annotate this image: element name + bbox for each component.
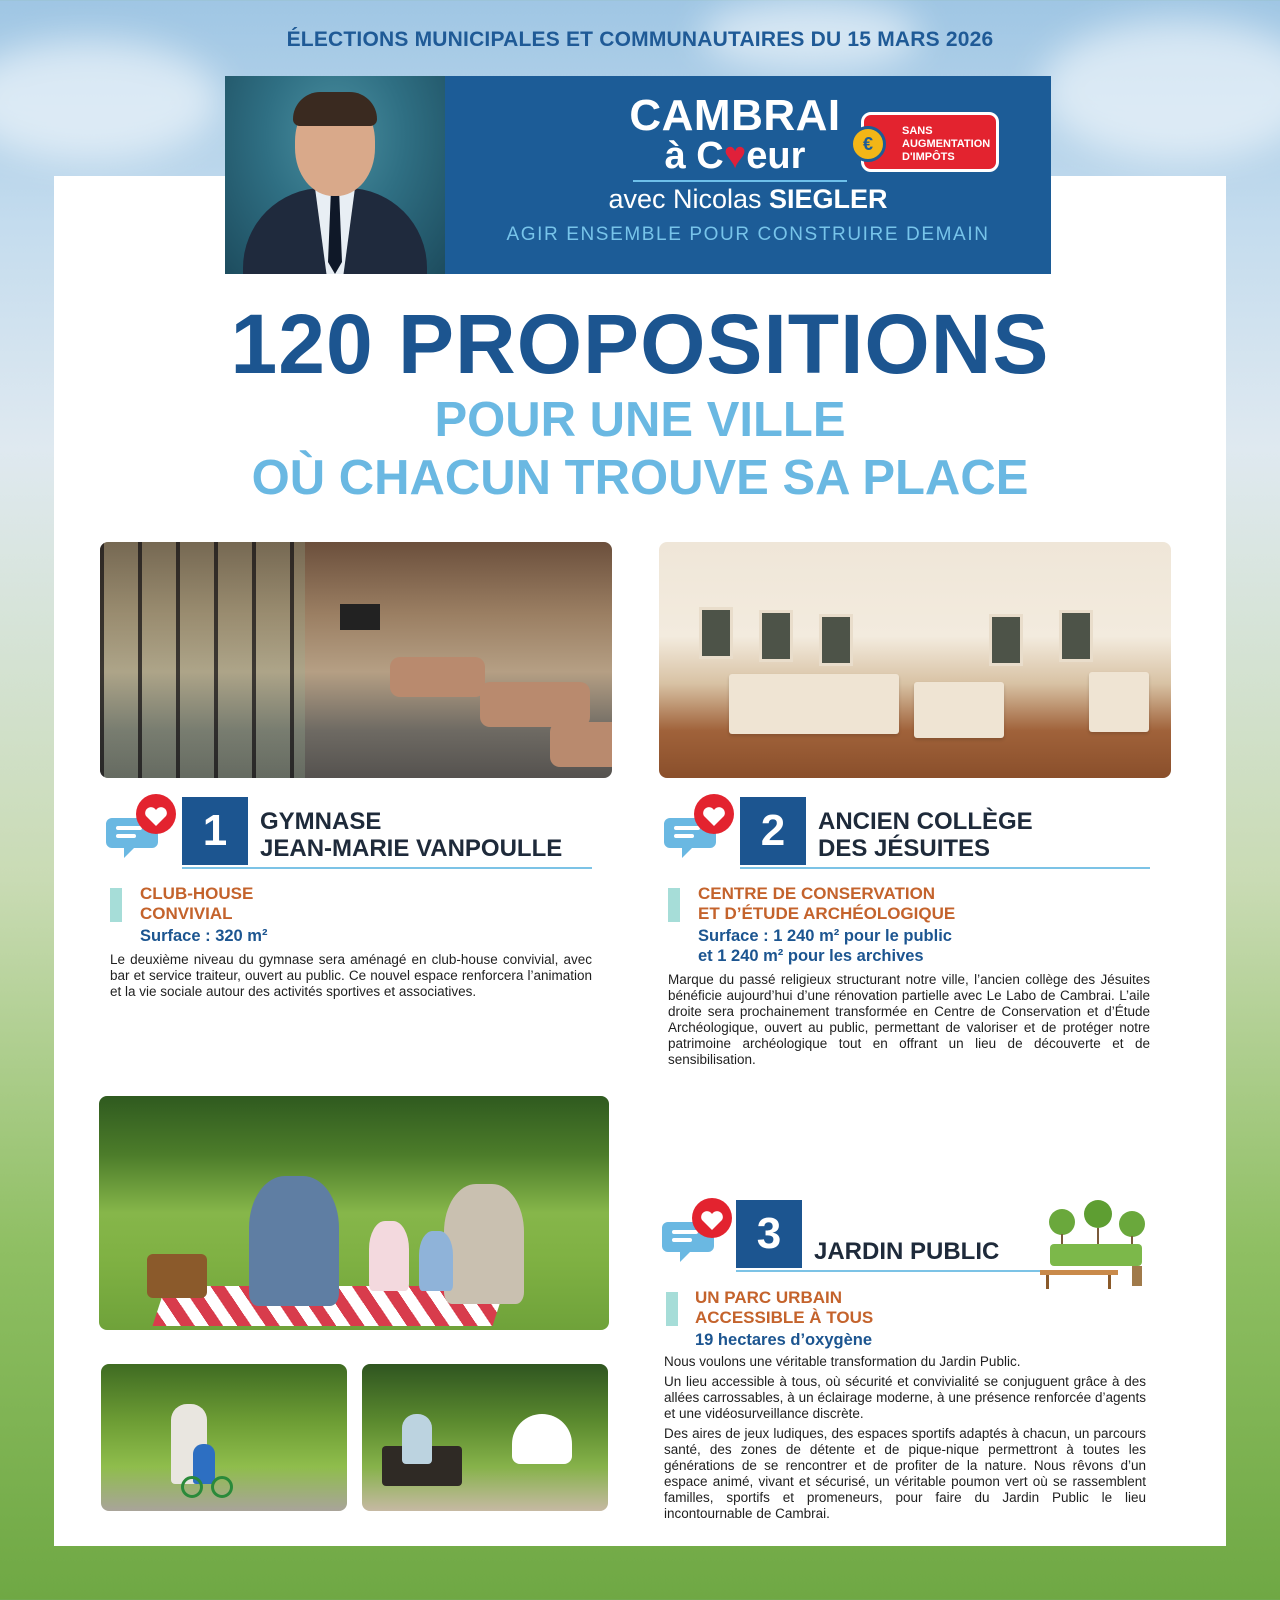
- photo-display-case: [729, 674, 899, 734]
- logo-a-c-text: à C: [664, 135, 724, 177]
- proposition-3-title: JARDIN PUBLIC: [814, 1238, 1000, 1265]
- proposition-3-surface: 19 hectares d’oxygène: [695, 1331, 873, 1349]
- photo-window: [989, 614, 1023, 666]
- photo-window: [819, 614, 853, 666]
- proposition-3-text: [664, 1354, 1146, 1526]
- tax-badge-line2: AUGMENTATION: [902, 138, 991, 150]
- subheadline-line2: OÙ CHACUN TROUVE SA PLACE: [251, 451, 1029, 505]
- chat-heart-icon: [662, 1196, 738, 1268]
- photo-child: [419, 1231, 453, 1291]
- heart-icon: ♥: [723, 135, 747, 177]
- photo-wheel: [211, 1476, 233, 1498]
- topiary-bench-icon: [1040, 1200, 1150, 1296]
- accent-bar: [110, 888, 122, 922]
- proposition-number-1: 1: [182, 797, 248, 865]
- proposition-2-subtitle-line2: ET D’ÉTUDE ARCHÉOLOGIQUE: [698, 904, 956, 923]
- proposition-3-paragraph-3: Des aires de jeux ludiques, des espaces sportifs adaptés à chacun, un parcours santé, des zones de détente et de pique-nique permettront à toutes les générations de se rencontrer et de profiter de la nature. Nous rêvons d’un espace animé, vivant et sécurisé, un véritable poumon vert où se rassemblent familles, sportifs et promeneurs, pour faire du Jardin Public le lieu incontournable de Cambrai.: [664, 1426, 1146, 1521]
- proposition-2-title-line2: DES JÉSUITES: [818, 835, 991, 862]
- museum-photo: [659, 542, 1171, 778]
- candidate-name: [445, 184, 1051, 215]
- proposition-number-2: 2: [740, 797, 806, 865]
- proposition-2-text: Marque du passé religieux structurant notre ville, l’ancien collège des Jésuites bénéficie aujourd’hui d’une rénovation partielle avec Le Labo de Cambrai. L’aile droite sera prochainement transformée en Centre de Conservation et d’Étude Archéologique, ouvert au public, permettant de valoriser et de protéger notre patrimoine archéologique tout en offrant un lieu de découverte et de sensibilisation.: [668, 972, 1150, 1067]
- proposition-3-paragraph-2: Un lieu accessible à tous, où sécurité et convivialité se conjuguent grâce à des allées carrossables, à un éclairage moderne, à une présence renforcée d’agents et une vidéosurveillance discrète.: [664, 1374, 1146, 1421]
- accent-bar: [666, 1292, 678, 1326]
- photo-stroller: [512, 1414, 572, 1464]
- proposition-2-surface-line1: Surface : 1 240 m² pour le public: [698, 927, 952, 945]
- chat-heart-icon: [106, 792, 182, 864]
- photo-display-case: [914, 682, 1004, 738]
- logo-a-coeur: [620, 136, 850, 176]
- photo-sofa: [550, 722, 612, 767]
- logo-eur-text: eur: [746, 135, 806, 177]
- photo-window: [759, 610, 793, 662]
- logo-cambrai: CAMBRAI: [629, 91, 841, 140]
- tax-badge: [861, 112, 999, 172]
- photo-mother: [444, 1184, 524, 1304]
- candidate-prefix: avec Nicolas: [608, 184, 770, 214]
- proposition-3-paragraph-1: Nous voulons une véritable transformation du Jardin Public.: [664, 1354, 1021, 1369]
- proposition-1-subtitle-line1: CLUB-HOUSE: [140, 884, 254, 903]
- cloud-decoration: [0, 40, 220, 160]
- park-bike-photo: [101, 1364, 347, 1511]
- candidate-surname: SIEGLER: [769, 184, 888, 214]
- proposition-1-title-line2: JEAN-MARIE VANPOULLE: [260, 835, 563, 862]
- proposition-1-subtitle-line2: CONVIVIAL: [140, 904, 233, 923]
- campaign-banner: [225, 76, 1051, 274]
- proposition-1-rule: [182, 867, 592, 869]
- proposition-2-surface-line2: et 1 240 m² pour les archives: [698, 947, 924, 965]
- photo-glass-wall: [100, 542, 305, 778]
- logo-underline: [633, 180, 847, 182]
- tax-badge-line3: D'IMPÔTS: [902, 151, 955, 163]
- park-bench-photo: [362, 1364, 608, 1511]
- proposition-3-rule: [736, 1270, 1056, 1272]
- proposition-1-text: Le deuxième niveau du gymnase sera aménagé en club-house convivial, avec bar et service traiteur, ouvert au public. Ce nouvel espace renforcera l’animation et la vie sociale autour des activités sportives et associatives.: [110, 952, 592, 999]
- photo-window: [1059, 610, 1093, 662]
- gym-clubhouse-photo: [100, 542, 612, 778]
- proposition-2-subtitle-line1: CENTRE DE CONSERVATION: [698, 884, 936, 903]
- photo-wheel: [181, 1476, 203, 1498]
- proposition-1-surface: Surface : 320 m²: [140, 927, 268, 945]
- accent-bar: [668, 888, 680, 922]
- park-picnic-photo: [99, 1096, 609, 1330]
- proposition-1-title-line1: GYMNASE: [260, 808, 382, 835]
- proposition-3-subtitle-line2: ACCESSIBLE À TOUS: [695, 1308, 874, 1327]
- photo-window: [699, 607, 733, 659]
- headline: 120 PROPOSITIONS: [230, 297, 1050, 391]
- photo-basket: [147, 1254, 207, 1298]
- photo-father: [249, 1176, 339, 1306]
- photo-sofa: [390, 657, 485, 697]
- portrait-hair: [293, 92, 377, 126]
- photo-woman: [402, 1414, 432, 1464]
- candidate-portrait: [225, 76, 445, 274]
- proposition-3-subtitle-line1: UN PARC URBAIN: [695, 1288, 843, 1307]
- proposition-2-rule: [740, 867, 1150, 869]
- subheadline-line1: POUR UNE VILLE: [434, 393, 846, 447]
- election-title: ÉLECTIONS MUNICIPALES ET COMMUNAUTAIRES DU 15 MARS 2026: [286, 28, 994, 51]
- chat-heart-icon: [664, 792, 740, 864]
- proposition-number-3: 3: [736, 1200, 802, 1268]
- campaign-slogan: AGIR ENSEMBLE POUR CONSTRUIRE DEMAIN: [506, 224, 990, 245]
- photo-tv-screen: [340, 604, 380, 630]
- photo-display-case: [1089, 672, 1149, 732]
- photo-sofa: [480, 682, 590, 727]
- proposition-2-title-line1: ANCIEN COLLÈGE: [818, 808, 1033, 835]
- euro-coin-icon: €: [850, 126, 886, 162]
- photo-child: [369, 1221, 409, 1291]
- tax-badge-line1: SANS: [902, 125, 933, 137]
